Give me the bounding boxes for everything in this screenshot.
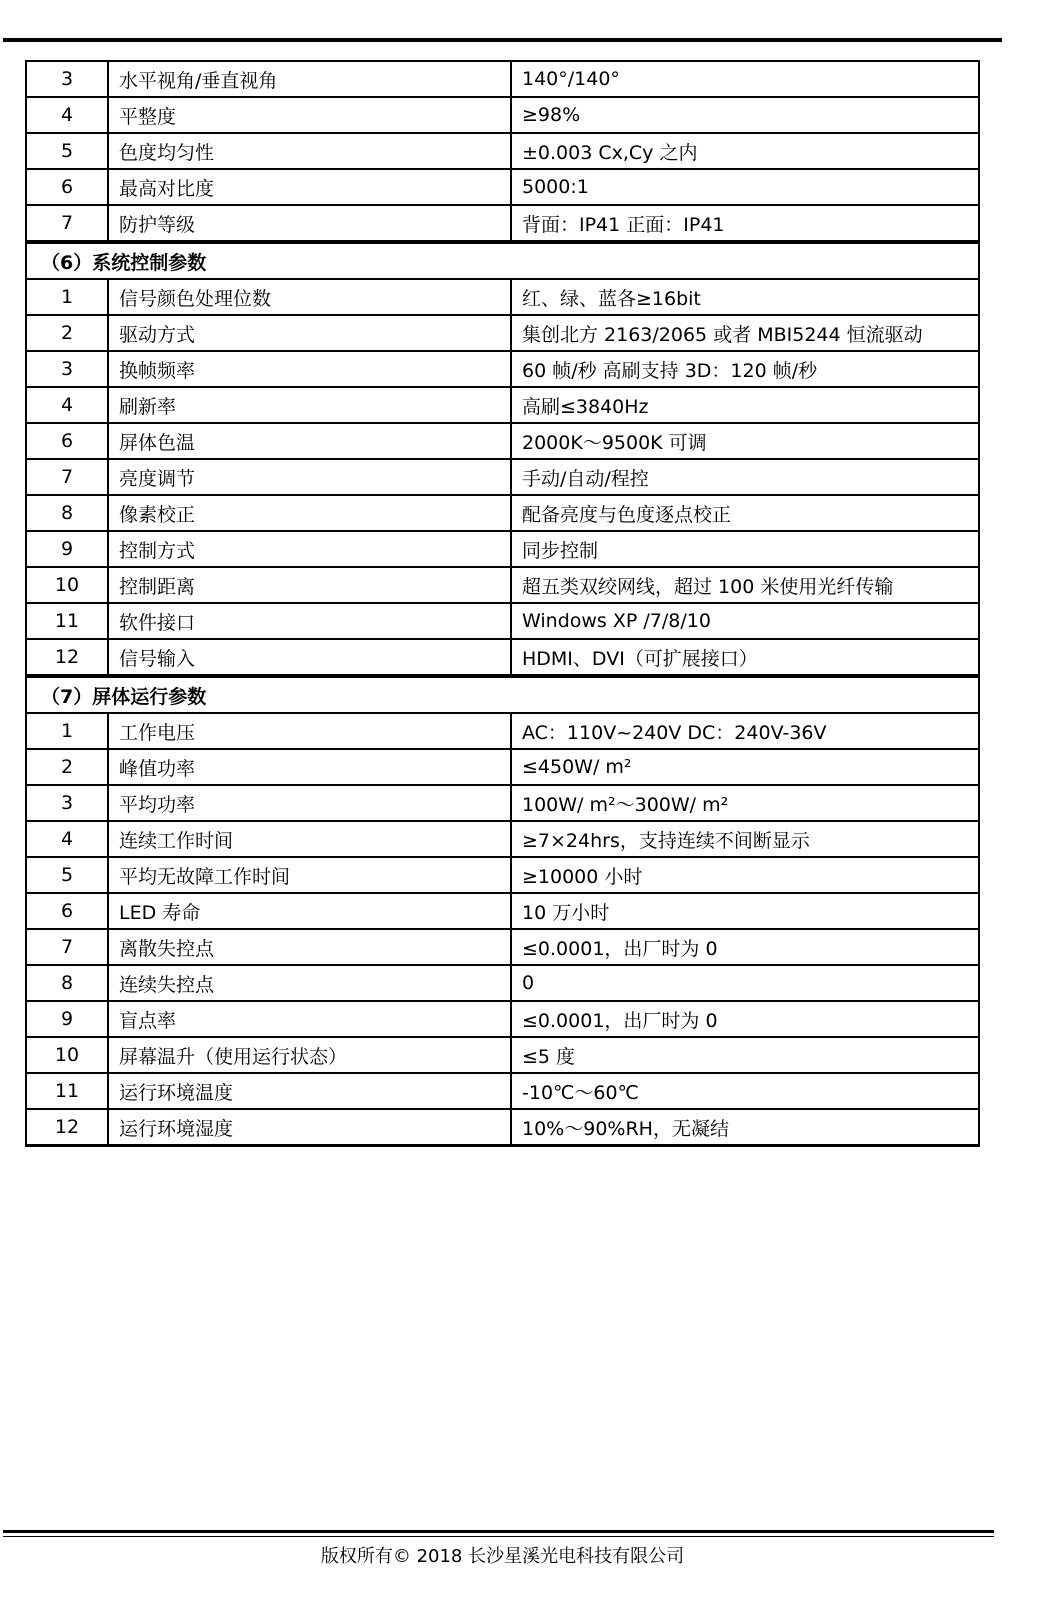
parameter-name: 平整度 xyxy=(108,97,511,133)
parameter-name: 色度均匀性 xyxy=(108,133,511,169)
parameter-name: 屏幕温升（使用运行状态） xyxy=(108,1037,511,1073)
row-number: 6 xyxy=(26,423,108,459)
spec-table-body xyxy=(26,61,979,1146)
table-row xyxy=(26,639,979,676)
parameter-name: 像素校正 xyxy=(108,495,511,531)
table-row xyxy=(26,821,979,857)
parameter-value: ≥7×24hrs，支持连续不间断显示 xyxy=(511,821,979,857)
row-number: 8 xyxy=(26,965,108,1001)
parameter-value: ±0.003 Cx,Cy 之内 xyxy=(511,133,979,169)
parameter-name: 防护等级 xyxy=(108,205,511,242)
parameter-name: 运行环境湿度 xyxy=(108,1109,511,1146)
parameter-name: 信号颜色处理位数 xyxy=(108,279,511,315)
parameter-name: 换帧频率 xyxy=(108,351,511,387)
table-row xyxy=(26,459,979,495)
row-number: 7 xyxy=(26,459,108,495)
table-row xyxy=(26,965,979,1001)
table-row xyxy=(26,205,979,242)
footer-rule xyxy=(3,1530,994,1533)
parameter-name: 驱动方式 xyxy=(108,315,511,351)
parameter-value: 2000K～9500K 可调 xyxy=(511,423,979,459)
row-number: 1 xyxy=(26,713,108,749)
parameter-value: ≥98% xyxy=(511,97,979,133)
parameter-name: 盲点率 xyxy=(108,1001,511,1037)
parameter-value: 集创北方 2163/2065 或者 MBI5244 恒流驱动 xyxy=(511,315,979,351)
table-row xyxy=(26,1037,979,1073)
parameter-value: ≤450W/ m² xyxy=(511,749,979,785)
row-number: 5 xyxy=(26,857,108,893)
row-number: 6 xyxy=(26,169,108,205)
parameter-value: HDMI、DVI（可扩展接口） xyxy=(511,639,979,676)
row-number: 11 xyxy=(26,1073,108,1109)
table-row xyxy=(26,929,979,965)
table-row xyxy=(26,97,979,133)
table-row xyxy=(26,1109,979,1146)
row-number: 3 xyxy=(26,61,108,97)
parameter-value: 红、绿、蓝各≥16bit xyxy=(511,279,979,315)
row-number: 12 xyxy=(26,639,108,676)
section-header-row xyxy=(26,676,979,713)
row-number: 9 xyxy=(26,531,108,567)
row-number: 7 xyxy=(26,929,108,965)
table-row xyxy=(26,603,979,639)
parameter-name: 离散失控点 xyxy=(108,929,511,965)
parameter-name: 工作电压 xyxy=(108,713,511,749)
row-number: 3 xyxy=(26,351,108,387)
parameter-value: 超五类双绞网线，超过 100 米使用光纤传输 xyxy=(511,567,979,603)
table-row xyxy=(26,351,979,387)
table-row xyxy=(26,133,979,169)
parameter-value: 同步控制 xyxy=(511,531,979,567)
parameter-name: 连续失控点 xyxy=(108,965,511,1001)
table-row xyxy=(26,495,979,531)
section-title: （7）屏体运行参数 xyxy=(26,676,979,713)
table-row xyxy=(26,387,979,423)
parameter-name: 连续工作时间 xyxy=(108,821,511,857)
footer-rule-thin xyxy=(3,1536,994,1537)
parameter-value: ≥10000 小时 xyxy=(511,857,979,893)
parameter-name: 刷新率 xyxy=(108,387,511,423)
parameter-name: 亮度调节 xyxy=(108,459,511,495)
row-number: 6 xyxy=(26,893,108,929)
parameter-value: 高刷≤3840Hz xyxy=(511,387,979,423)
parameter-name: 水平视角/垂直视角 xyxy=(108,61,511,97)
table-row xyxy=(26,749,979,785)
table-row xyxy=(26,1073,979,1109)
table-row xyxy=(26,857,979,893)
row-number: 2 xyxy=(26,315,108,351)
row-number: 3 xyxy=(26,785,108,821)
parameter-name: 最高对比度 xyxy=(108,169,511,205)
parameter-value: ≤0.0001，出厂时为 0 xyxy=(511,1001,979,1037)
parameter-value: 手动/自动/程控 xyxy=(511,459,979,495)
table-row xyxy=(26,279,979,315)
row-number: 10 xyxy=(26,1037,108,1073)
spec-table xyxy=(25,60,980,1147)
parameter-value: 10 万小时 xyxy=(511,893,979,929)
parameter-value: ≤0.0001，出厂时为 0 xyxy=(511,929,979,965)
parameter-value: AC：110V~240V DC：240V-36V xyxy=(511,713,979,749)
parameter-value: 100W/ m²～300W/ m² xyxy=(511,785,979,821)
parameter-value: 10%～90%RH，无凝结 xyxy=(511,1109,979,1146)
parameter-name: 运行环境温度 xyxy=(108,1073,511,1109)
section-title: （6）系统控制参数 xyxy=(26,242,979,279)
row-number: 5 xyxy=(26,133,108,169)
table-row xyxy=(26,567,979,603)
table-row xyxy=(26,713,979,749)
table-row xyxy=(26,531,979,567)
row-number: 4 xyxy=(26,387,108,423)
parameter-name: 控制距离 xyxy=(108,567,511,603)
table-row xyxy=(26,423,979,459)
row-number: 9 xyxy=(26,1001,108,1037)
parameter-name: 信号输入 xyxy=(108,639,511,676)
row-number: 11 xyxy=(26,603,108,639)
row-number: 4 xyxy=(26,97,108,133)
row-number: 7 xyxy=(26,205,108,242)
parameter-name: 控制方式 xyxy=(108,531,511,567)
row-number: 1 xyxy=(26,279,108,315)
table-row xyxy=(26,169,979,205)
table-row xyxy=(26,61,979,97)
parameter-name: 软件接口 xyxy=(108,603,511,639)
parameter-value: 背面：IP41 正面：IP41 xyxy=(511,205,979,242)
parameter-name: 峰值功率 xyxy=(108,749,511,785)
header-rule xyxy=(3,38,1002,42)
parameter-value: 5000:1 xyxy=(511,169,979,205)
parameter-value: ≤5 度 xyxy=(511,1037,979,1073)
parameter-value: 0 xyxy=(511,965,979,1001)
parameter-value: 60 帧/秒 高刷支持 3D：120 帧/秒 xyxy=(511,351,979,387)
footer-copyright: 版权所有© 2018 长沙星溪光电科技有限公司 xyxy=(320,1546,685,1567)
section-header-row xyxy=(26,242,979,279)
parameter-value: 140°/140° xyxy=(511,61,979,97)
parameter-name: 屏体色温 xyxy=(108,423,511,459)
parameter-value: -10℃～60℃ xyxy=(511,1073,979,1109)
table-row xyxy=(26,893,979,929)
parameter-name: 平均功率 xyxy=(108,785,511,821)
row-number: 8 xyxy=(26,495,108,531)
parameter-name: 平均无故障工作时间 xyxy=(108,857,511,893)
row-number: 10 xyxy=(26,567,108,603)
table-row xyxy=(26,1001,979,1037)
table-row xyxy=(26,785,979,821)
row-number: 12 xyxy=(26,1109,108,1146)
parameter-value: 配备亮度与色度逐点校正 xyxy=(511,495,979,531)
row-number: 2 xyxy=(26,749,108,785)
table-row xyxy=(26,315,979,351)
row-number: 4 xyxy=(26,821,108,857)
parameter-name: LED 寿命 xyxy=(108,893,511,929)
parameter-value: Windows XP /7/8/10 xyxy=(511,603,979,639)
